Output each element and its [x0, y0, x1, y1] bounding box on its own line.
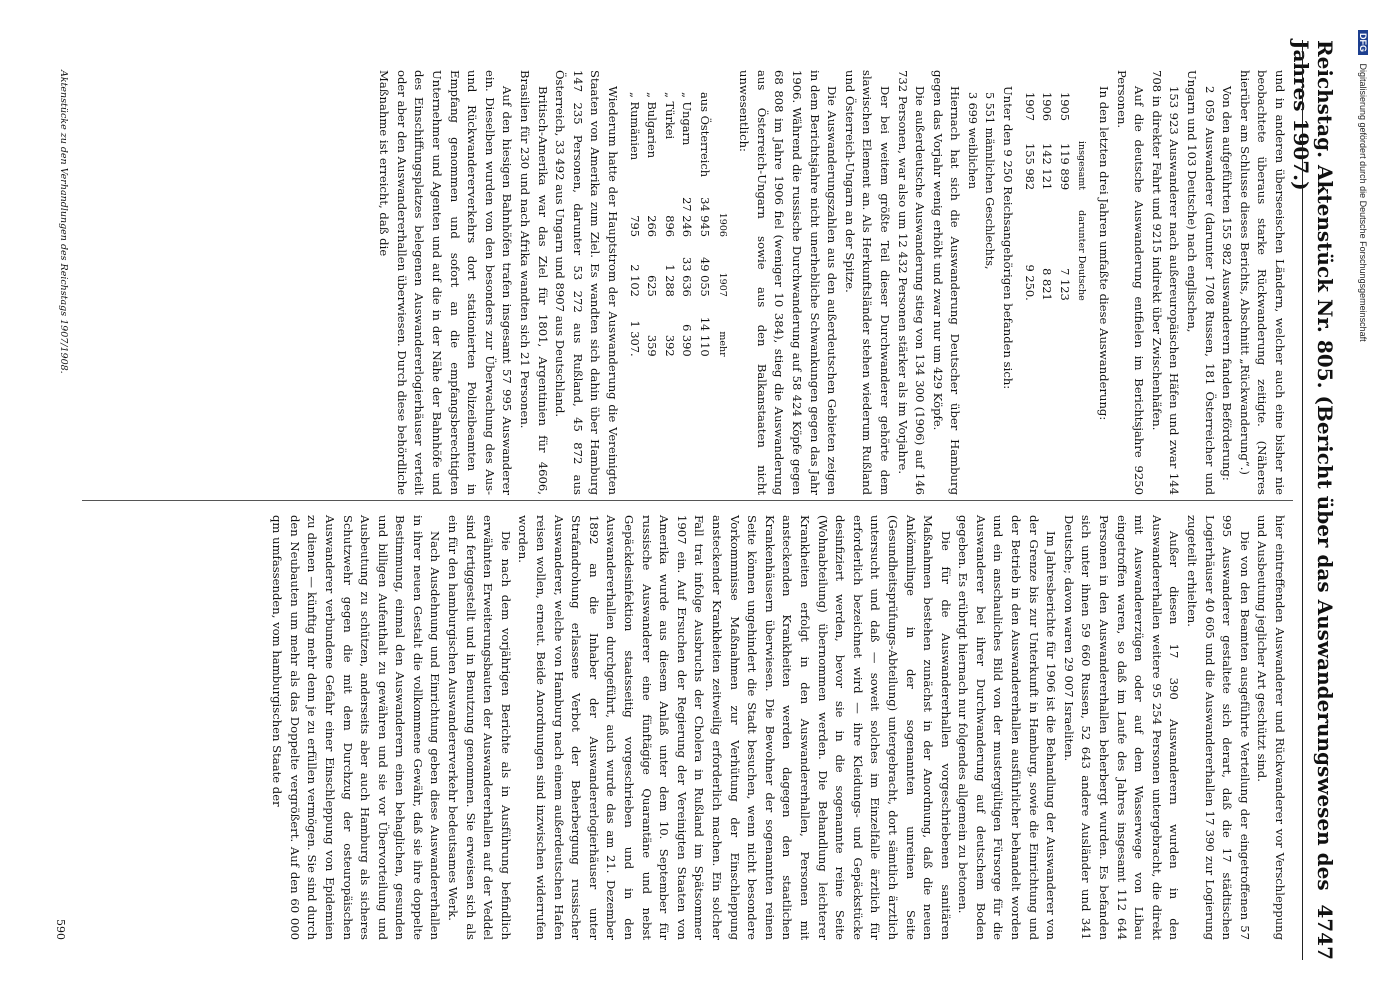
paragraph: Außer diesen 17 390 Auswanderern wurden in den Auswandererhallen weitere 95 254 Personen untergebracht, die direkt mit Auswandererzügen oder auf dem Wasserwege von Libau eingetroffen waren, so daß im Laufe des Jahres insgesamt 112 644 Personen in den Auswandererhallen beherbergt wurden. Es befanden sich unter ihnen 59 660 Russen, 52 643 andere Ausländer und 341 Deutsche; davon waren 29 007 Israeliten.	[1061, 515, 1182, 940]
table-row	[643, 92, 661, 367]
left-column	[375, 70, 1288, 495]
table-cell: „ Bulgarien	[645, 92, 660, 159]
paragraph: hier eintreffenden Auswanderer und Rückwanderer vor Verschleppung und Ausbeutung jeglicher Art geschützt sind.	[1255, 515, 1287, 940]
header-page-number: 4747	[1313, 904, 1337, 960]
table-cell: 8 821	[1040, 268, 1055, 301]
paragraph: Nach Ausdehnung und Einrichtung geben diese Auswandererhallen in ihrer neuen Gestalt die vollkommene Gewähr, daß sie ihre doppelte Bestimmung, einmal den Auswanderern einen behaglichen, gesunden und billigen Aufenthalt zu gewähren und sie vor Übervorteilung und Ausbeutung zu schützen, anderseits aber auch Hamburg als sicheres Schutzwehr gegen die mit dem Durchzug der osteuropäischen Auswanderer verbundene Gefahr einer Einschleppung von Epidemien zu dienen — künftig mehr denn je zu erfüllen vermögen. Sie sind durch den Neubauten um mehr als das Doppelte vergrößert. Auf den 60 000 qm umfassenden, vom hamburgischen Staate der	[270, 515, 443, 940]
table-cell: 1907	[1022, 92, 1037, 121]
table-cell: 119 899	[1057, 143, 1072, 191]
table-cell: 1905	[1057, 92, 1072, 121]
table-cell: 33 636	[680, 256, 695, 297]
paragraph: Hiernach hat sich die Auswanderung Deutscher über Hamburg gegen das Vorjahr wenig erhöht und zwar nur um 429 Köpfe.	[930, 70, 963, 495]
table-cell: 266	[645, 215, 660, 237]
table-cell: 49 055	[698, 256, 712, 297]
table-cell: 9 250.	[1022, 264, 1037, 301]
column-divider	[82, 500, 1293, 501]
table-cell: „ Türkei	[662, 92, 677, 140]
paragraph: Die Auswanderungszahlen aus den außerdeutschen Gebieten zeigen in dem Berichtsjahre nicht unerhebliche Schwankungen gegen das Jahr 1906. Während die russische Durchwanderung auf 58 424 Köpfe gegen 68 808 im Jahre 1906 fiel (weniger 10 384), stieg die Auswanderung aus Österreich-Ungarn sowie aus den Balkanstaaten nicht unwesentlich:	[737, 70, 840, 495]
paragraph: Von den aufgeführten 155 982 Auswanderern fanden Beförderung:	[1220, 86, 1235, 481]
table-cell: 1 307.	[627, 320, 642, 357]
table-header: insgesamt	[1076, 141, 1088, 191]
credit-text: Digitalisierung gefördert durch die Deutsche Forschungsgemeinschaft	[1358, 63, 1368, 342]
footer-note: Aktenstücke zu den Verhandlungen des Reichstags 1907/1908.	[58, 70, 69, 374]
paragraph: Die außerdeutsche Auswanderung stieg von 134 300 (1906) auf 146 732 Personen, war also um 12 432 Personen stärker als im Vorjahre.	[895, 70, 928, 495]
table-cell: „ Ungarn	[680, 92, 695, 146]
paragraph: Im Jahresberichte für 1906 ist die Behandlung der Auswanderer von der Grenze bis zur Unterkunft in Hamburg, sowie die Einrichtung und der Betrieb in den Auswandererhallen ausführlicher behandelt worden und ein anschauliches Bild von der mustergültigen Fürsorge für die Auswanderer bei ihrer Durchwanderung auf deutschem Boden gegeben. Es erübrigt hiernach nur folgendes allgemein zu betonen.	[956, 515, 1059, 940]
table-cell: 2 102	[627, 264, 642, 297]
table-cell: 6 390	[680, 324, 695, 357]
table-cell: 625	[645, 275, 660, 297]
header-title: Reichstag. Aktenstück Nr. 805. (Bericht über das Auswanderungswesen des Jahres 1907.)	[1289, 40, 1337, 891]
digitization-credit	[1354, 30, 1368, 980]
table-cell: 27 246	[680, 197, 695, 237]
paragraph: Unter den 9 250 Reichsangehörigen befanden sich:	[1001, 86, 1016, 390]
table-row	[625, 92, 643, 367]
paragraph: Die von den Beamten ausgeführte Verteilung der eingetroffenen 57 995 Auswanderer gestaltete sich derart, daß die 17 städtischen Logierhäuser 40 605 und die Auswandererhallen 17 390 zur Logierung zugeteilt erhielten.	[1185, 515, 1252, 940]
table-row	[695, 92, 713, 367]
emigration-table-countries	[625, 92, 731, 367]
gender-line: 5 551 männlichen Geschlechts,	[983, 92, 997, 270]
table-row	[1020, 92, 1038, 311]
table-cell: 359	[645, 334, 660, 357]
table-cell: 14 110	[698, 316, 712, 357]
table-header: darunter Deutsche	[1076, 210, 1088, 301]
table-cell: 896	[662, 215, 677, 237]
table-cell: 392	[662, 334, 677, 357]
paragraph: Die nach dem vorjährigen Berichte als in Ausführung befindlich erwähnten Erweiterungsbauten der Auswandererhallen auf der Veddel sind fertiggestellt und in Benutzung genommen. Sie erweisen sich als ein für den hamburgischen Auswandererverkehr bedeutsames Werk.	[446, 515, 513, 940]
table-cell: „ Rumänien	[627, 92, 642, 161]
paragraph: 153 923 Auswanderer nach außereuropäischen Häfen und zwar 144 708 in direkter Fahrt und 9215 indirekt über Zwischenhäfen.	[1149, 70, 1182, 495]
table-header: mehr	[716, 331, 728, 357]
table-cell: aus Österreich	[698, 92, 712, 178]
paragraph: Die für die Auswandererhallen vorgeschriebenen sanitären Maßnahmen bestehen zunächst in der Anordnung, daß die neuen Ankömmlinge in der sogenannten unreinen Seite (Gesundheitsprüfungs-Abteilung) untergebracht, dort sämtlich ärztlich untersucht und daß — soweit solches im Einzelfalle ärztlich für erforderlich bezeichnet wird — ihre Kleidungs- und Gepäckstücke desinfiziert werden, bevor sie in die sogenannte reine Seite (Wohnabteilung) übernommen werden. Die Behandlung leichterer Krankheiten erfolgt in den Auswandererhallen, Personen mit ansteckenden Krankheiten werden dagegen den staatlichen Krankenhäusern überwiesen. Die Bewohner der sogenannten reinen Seite können ungehindert die Stadt besuchen, wenn nicht besondere Vorkommnisse Maßnahmen zur Verhütung der Einschleppung ansteckender Krankheiten zeitweilig erforderlich machen. Ein solcher Fall trat infolge Ausbruchs der Cholera in Rußland im Spätsommer 1907 ein. Auf Ersuchen der Regierung der Vereinigten Staaten von Amerika wurde aus diesem Anlaß unter dem 10. September für russische Auswanderer eine fünftägige Quarantäne und nebst Gepäckdesinfektion staatsseitig vorgeschrieben und in den Auswandererhallen durchgeführt, auch wurde das am 21. Dezember 1892 an die Inhaber der Auswandererlogierhäuser unter Strafandrohung erlassene Verbot der Beherbergung russischer Auswanderer, welche von Hamburg nach einem außerdeutschen Hafen reisen wollen, erneut. Beide Anordnungen sind inzwischen widerrufen worden.	[516, 515, 953, 940]
paragraph: 2 059 Auswanderer (darunter 1708 Russen, 181 Österreicher und Ungarn und 103 Deutsche) nach englischen,	[1185, 70, 1217, 495]
header-rule	[1302, 40, 1303, 960]
table-row	[1038, 92, 1056, 311]
table-cell: 34 945	[698, 197, 712, 237]
emigration-table-years	[1020, 92, 1090, 311]
footer-page-number: 590	[54, 919, 67, 940]
table-cell: 795	[627, 215, 642, 237]
right-column	[268, 515, 1288, 940]
table-header: 1907	[716, 272, 728, 297]
gender-line: 3 699 weiblichen	[965, 92, 979, 189]
table-header: 1906	[716, 212, 728, 237]
paragraph: Britisch-Amerika war das Ziel für 1801, Argentinien für 4606, Brasilien für 230 und nach Afrika wandten sich 21 Personen.	[518, 70, 550, 495]
table-cell: 1906	[1040, 92, 1055, 121]
table-cell: 142 121	[1040, 143, 1055, 191]
paragraph: In den letzten drei Jahren umfaßte diese Auswanderung:	[1097, 86, 1112, 421]
paragraph: und in anderen überseeischen Ländern, welcher auch eine bisher nie beobachtete überaus starke Rückwanderung zeitigte. (Näheres hierüber am Schlusse dieses Berichts, Abschnitt „Rückwanderung“.)	[1237, 70, 1287, 495]
table-cell: 7 123	[1057, 268, 1072, 301]
page-header	[1289, 40, 1341, 960]
table-row	[660, 92, 678, 367]
table-cell: 1 288	[662, 264, 677, 297]
table-row	[678, 92, 696, 367]
dfg-logo: DFG	[1358, 30, 1368, 55]
paragraph: Der bei weitem größte Teil dieser Durchwanderer gehörte dem slawischen Element an. Als Herkunftsländer stehen wiederum Rußland und Österreich-Ungarn an der Spitze.	[842, 70, 892, 495]
table-cell: 155 982	[1022, 143, 1037, 191]
paragraph: Auf den hiesigen Bahnhöfen trafen insgesamt 57 995 Auswanderer ein. Dieselben wurden von den besonders zur Überwachung des Aus- und Rückwandererverkehrs dort stationierten Polizeibeamten in Empfang genommen und sofort an die empfangsberechtigten Unternehmer und Agenten und auf die in der Nähe der Bahnhöfe und des Einschiffungsplatzes belegenen Auswandererlogierhäuser verteilt oder aber den Auswandererhallen überwiesen. Durch diese behördliche Maßnahme ist erreicht, daß die	[377, 70, 515, 495]
paragraph: Auf die deutsche Auswanderung entfielen im Berichtsjahre 9250 Personen.	[1114, 70, 1147, 495]
table-row	[1055, 92, 1073, 311]
paragraph: Wiederum hatte der Hauptstrom der Auswanderung die Vereinigten Staaten von Amerika zum Ziel. Es wandten sich dahin über Hamburg 147 235 Personen, darunter 53 272 aus Rußland, 45 872 aus Österreich, 33 492 aus Ungarn und 8907 aus Deutschland.	[553, 70, 621, 495]
